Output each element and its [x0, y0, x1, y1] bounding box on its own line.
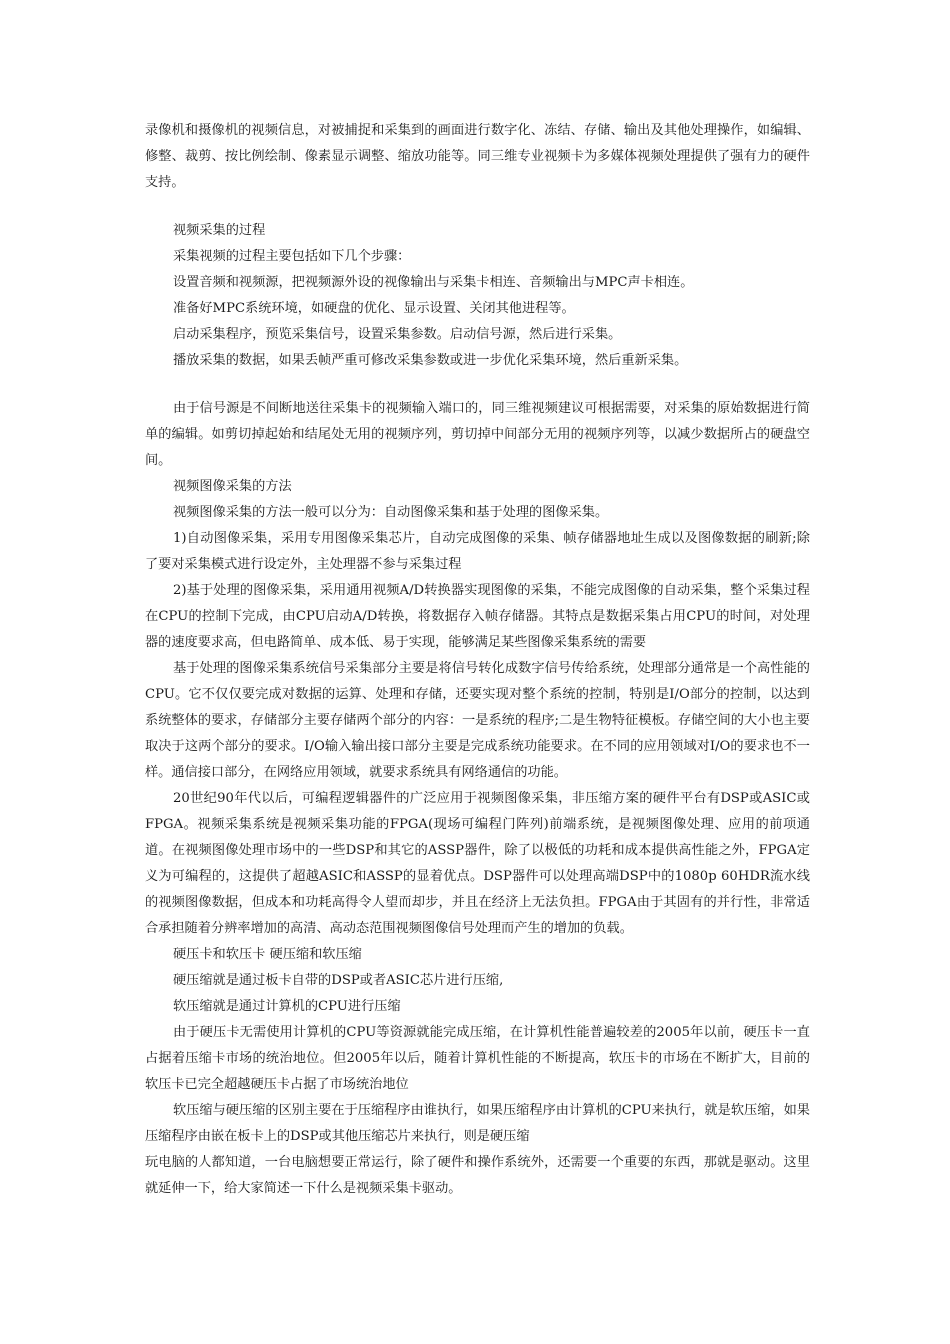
- paragraph-processing-capture: 2)基于处理的图像采集，采用通用视频A/D转换器实现图像的采集，不能完成图像的自动采集，整个采集过程在CPU的控制下完成，由CPU启动A/D转换，将数据存入帧存储器。其特点是数据采集占用CPU的时间，对处理器的速度要求高，但电路简单、成本低、易于实现，能够满足某些图像采集系统的需要: [145, 583, 810, 650]
- step-4: 播放采集的数据，如果丢帧严重可修改采集参数或进一步优化采集环境，然后重新采集。: [173, 353, 688, 368]
- spacer: [145, 196, 810, 218]
- paragraph-driver: 玩电脑的人都知道，一台电脑想要正常运行，除了硬件和操作系统外，还需要一个重要的东西，那就是驱动。这里就延伸一下，给大家简述一下什么是视频采集卡驱动。: [145, 1155, 810, 1196]
- spacer: [145, 374, 810, 396]
- paragraph-hard-compression: 硬压缩就是通过板卡自带的DSP或者ASIC芯片进行压缩,: [173, 973, 504, 988]
- paragraph-editing: 由于信号源是不间断地送往采集卡的视频输入端口的，同三维视频建议可根据需要，对采集的原始数据进行简单的编辑。如剪切掉起始和结尾处无用的视频序列，剪切掉中间部分无用的视频序列等，以减少数据所占的硬盘空间。: [145, 401, 810, 468]
- paragraph-auto-capture: 1)自动图像采集，采用专用图像采集芯片，自动完成图像的采集、帧存储器地址生成以及图像数据的刷新;除了要对采集模式进行设定外，主处理器不参与采集过程: [145, 531, 810, 572]
- heading-capture-process: 视频采集的过程: [173, 223, 266, 238]
- paragraph-market: 由于硬压卡无需使用计算机的CPU等资源就能完成压缩，在计算机性能普遍较差的2005年以前，硬压卡一直占据着压缩卡市场的统治地位。但2005年以后，随着计算机性能的不断提高，软压卡的市场在不断扩大，目前的软压卡已完全超越硬压卡占据了市场统治地位: [145, 1025, 810, 1092]
- paragraph-steps-intro: 采集视频的过程主要包括如下几个步骤：: [173, 249, 411, 264]
- paragraph-difference: 软压缩与硬压缩的区别主要在于压缩程序由谁执行，如果压缩程序由计算机的CPU来执行，就是软压缩，如果压缩程序由嵌在板卡上的DSP或其他压缩芯片来执行，则是硬压缩: [145, 1103, 810, 1144]
- heading-compression: 硬压卡和软压卡 硬压缩和软压缩: [173, 947, 362, 962]
- step-1: 设置音频和视频源，把视频源外设的视像输出与采集卡相连、音频输出与MPC声卡相连。: [173, 275, 694, 290]
- paragraph-soft-compression: 软压缩就是通过计算机的CPU进行压缩: [173, 999, 401, 1014]
- paragraph-system: 基于处理的图像采集系统信号采集部分主要是将信号转化成数字信号传给系统，处理部分通常是一个高性能的CPU。它不仅仅要完成对数据的运算、处理和存储，还要实现对整个系统的控制，特别是I/O部分的控制，以达到系统整体的要求，存储部分主要存储两个部分的内容：一是系统的程序;二是生物特征模板。存储空间的大小也主要取决于这两个部分的要求。I/O输入输出接口部分主要是完成系统功能要求。在不同的应用领域对I/O的要求也不一样。通信接口部分，在网络应用领域，就要求系统具有网络通信的功能。: [145, 661, 810, 780]
- paragraph-fpga: 20世纪90年代以后，可编程逻辑器件的广泛应用于视频图像采集，非压缩方案的硬件平台有DSP或ASIC或FPGA。视频采集系统是视频采集功能的FPGA(现场可编程门阵列)前端系统，是视频图像处理、应用的前项通道。在视频图像处理市场中的一些DSP和其它的ASSP器件，除了以极低的功耗和成本提供高性能之外，FPGA定义为可编程的，这提供了超越ASIC和ASSP的显着优点。DSP器件可以处理高端DSP中的1080p 60HDR流水线的视频图像数据，但成本和功耗高得令人望而却步，并且在经济上无法负担。FPGA由于其固有的并行性，非常适合承担随着分辨率增加的高清、高动态范围视频图像信号处理而产生的增加的负载。: [145, 791, 810, 936]
- heading-capture-methods: 视频图像采集的方法: [173, 479, 292, 494]
- paragraph-intro: 录像机和摄像机的视频信息，对被捕捉和采集到的画面进行数字化、冻结、存储、输出及其他处理操作，如编辑、修整、裁剪、按比例绘制、像素显示调整、缩放功能等。同三维专业视频卡为多媒体视频处理提供了强有力的硬件支持。: [145, 123, 810, 190]
- step-3: 启动采集程序，预览采集信号，设置采集参数。启动信号源，然后进行采集。: [173, 327, 622, 342]
- document-body: [145, 118, 810, 1202]
- step-2: 准备好MPC系统环境，如硬盘的优化、显示设置、关闭其他进程等。: [173, 301, 575, 316]
- paragraph-methods: 视频图像采集的方法一般可以分为：自动图像采集和基于处理的图像采集。: [173, 505, 609, 520]
